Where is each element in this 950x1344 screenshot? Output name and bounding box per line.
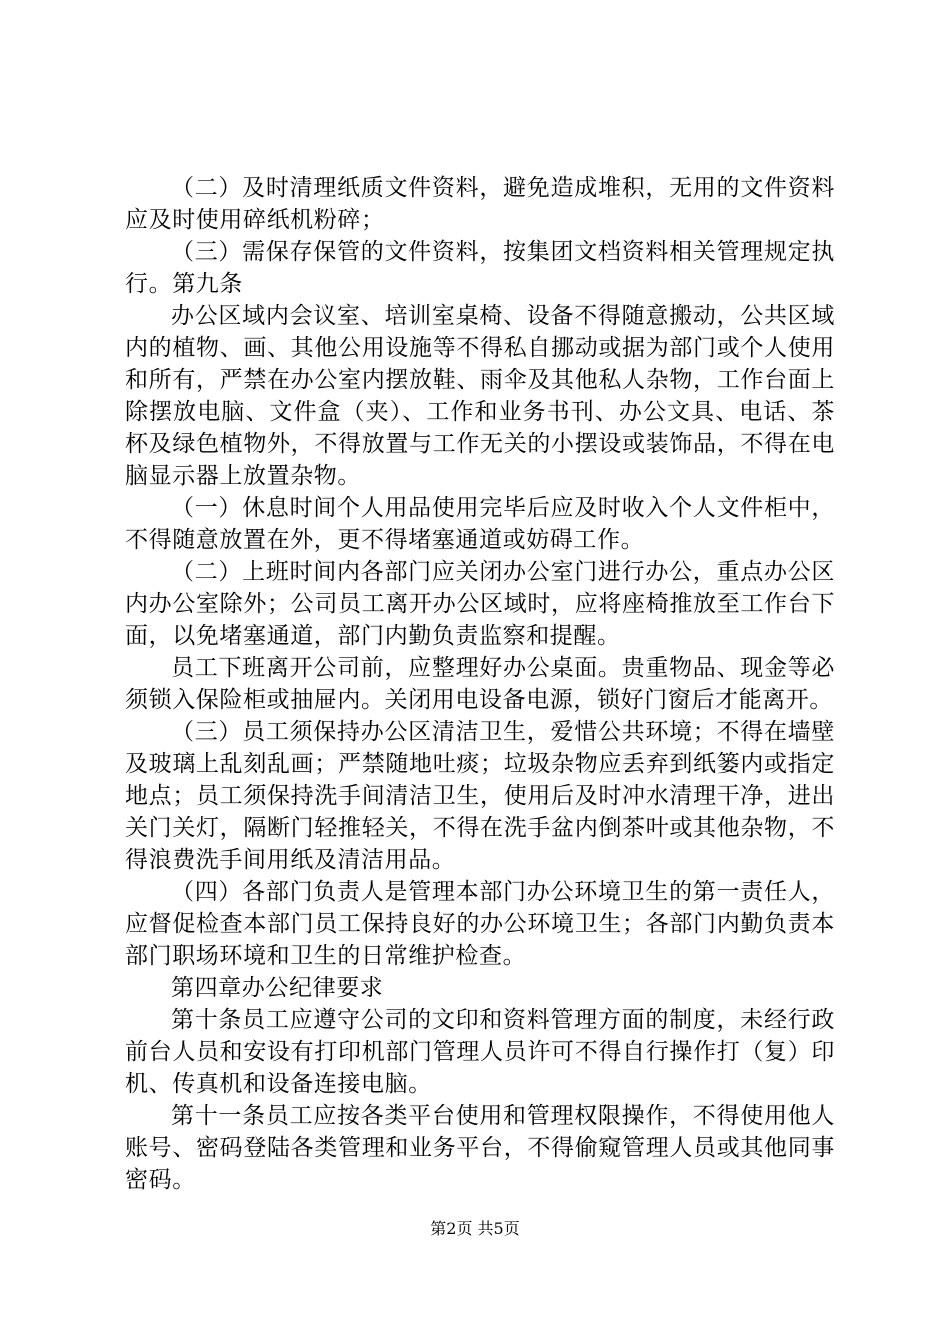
paragraph-1-personal-items: （一）休息时间个人用品使用完毕后应及时收入个人文件柜中，不得随意放置在外，更不得堵塞通道或妨碍工作。	[125, 495, 835, 553]
article-11: 第十一条员工应按各类平台使用和管理权限操作，不得使用他人账号、密码登陆各类管理和业务平台，不得偷窥管理人员或其他同事密码。	[125, 1103, 835, 1193]
paragraph-office-area-furniture: 办公区域内会议室、培训室桌椅、设备不得随意搬动，公共区域内的植物、画、其他公用设施等不得私自挪动或据为部门或个人使用和所有，严禁在办公室内摆放鞋、雨伞及其他私人杂物，工作台面上除摆放电脑、文件盒（夹）、工作和业务书刊、办公文具、电话、茶杯及绿色植物外，不得放置与工作无关的小摆设或装饰品，不得在电脑显示器上放置杂物。	[125, 303, 835, 489]
paragraph-2-clean-paper-files: （二）及时清理纸质文件资料，避免造成堆积，无用的文件资料应及时使用碎纸机粉碎；	[125, 175, 835, 233]
article-10: 第十条员工应遵守公司的文印和资料管理方面的制度，未经行政前台人员和安设有打印机部门管理人员许可不得自行操作打（复）印机、传真机和设备连接电脑。	[125, 1007, 835, 1097]
page-number-footer: 第2页 共5页	[430, 1219, 520, 1238]
chapter-4-heading: 第四章办公纪律要求	[171, 975, 384, 1001]
paragraph-leave-office: 员工下班离开公司前，应整理好办公桌面。贵重物品、现金等必须锁入保险柜或抽屉内。关闭用电设备电源，锁好门窗后才能离开。	[125, 655, 835, 713]
document-body	[125, 172, 835, 1196]
paragraph-2-close-office-door: （二）上班时间内各部门应关闭办公室门进行办公，重点办公区内办公室除外；公司员工离开办公区域时，应将座椅推放至工作台下面，以免堵塞通道，部门内勤负责监察和提醒。	[125, 559, 835, 649]
paragraph-4-department-responsibility: （四）各部门负责人是管理本部门办公环境卫生的第一责任人，应督促检查本部门员工保持良好的办公环境卫生；各部门内勤负责本部门职场环境和卫生的日常维护检查。	[125, 879, 835, 969]
paragraph-3-cleanliness: （三）员工须保持办公区清洁卫生，爱惜公共环境；不得在墙壁及玻璃上乱刻乱画；严禁随地吐痰；垃圾杂物应丢弃到纸篓内或指定地点；员工须保持洗手间清洁卫生，使用后及时冲水清理干净，进出关门关灯，隔断门轻推轻关，不得在洗手盆内倒茶叶或其他杂物，不得浪费洗手间用纸及清洁用品。	[125, 719, 835, 873]
paragraph-3-archive-files: （三）需保存保管的文件资料，按集团文档资料相关管理规定执行。第九条	[125, 239, 835, 297]
